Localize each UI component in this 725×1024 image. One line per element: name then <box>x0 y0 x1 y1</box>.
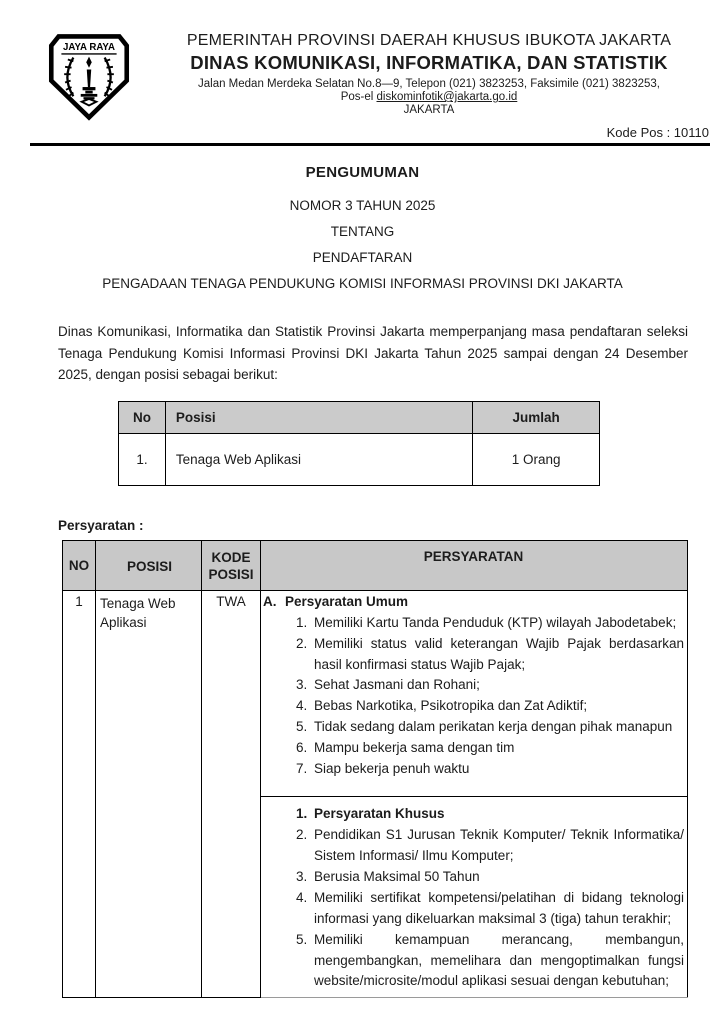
postal-code: Kode Pos : 10110 <box>606 125 709 140</box>
requirements-table <box>62 540 688 999</box>
title-subject-1: PENDAFTARAN <box>312 250 413 265</box>
khusus-item: 4. Memiliki sertifikat kompetensi/pelatihan di bidang teknologi informasi yang dikeluarkan maksimal 3 (tiga) tahun terakhir; <box>311 888 684 930</box>
khusus-item: 3. Berusia Maksimal 50 Tahun <box>311 867 684 888</box>
emblem-motto: JAYA RAYA <box>63 42 115 54</box>
umum-item: 2. Memiliki status valid keterangan Wajib Pajak berdasarkan hasil konfirmasi status Wajib Pajak; <box>311 634 684 676</box>
email-link[interactable]: diskominfotik@jakarta.go.id <box>376 91 518 103</box>
intro-paragraph: Dinas Komunikasi, Informatika dan Statistik Provinsi Jakarta memperpanjang masa pendaftaran seleksi Tenaga Pendukung Komisi Informasi Provinsi DKI Jakarta Tahun 2025 sampai dengan 24 Desember 2025, dengan posisi sebagai berikut: <box>58 324 688 383</box>
cell-posisi: Tenaga Web Aplikasi <box>96 590 202 998</box>
col-header-no: NO <box>63 540 96 590</box>
agency-address: Jalan Medan Merdeka Selatan No.8—9, Telepon (021) 3823253, Faksimile (021) 3823253, <box>198 78 660 90</box>
col-header-posisi: POSISI <box>96 540 202 590</box>
cell-posisi: Tenaga Web Aplikasi <box>165 433 472 485</box>
position-table-header-row <box>119 401 600 433</box>
umum-item: 5. Tidak sedang dalam perikatan kerja dengan pihak manapun <box>311 717 684 738</box>
position-table-row <box>119 433 600 485</box>
cell-jumlah: 1 Orang <box>473 433 600 485</box>
umum-heading-text: Persyaratan Umum <box>285 593 409 609</box>
jakarta-emblem-icon <box>41 30 137 122</box>
cell-persyaratan-umum <box>261 590 688 796</box>
umum-marker: A. <box>263 593 277 609</box>
position-table <box>118 401 600 486</box>
col-header-jumlah: Jumlah <box>473 401 600 433</box>
cell-no: 1 <box>63 590 96 998</box>
requirements-row-umum <box>63 590 688 796</box>
document-number: NOMOR 3 TAHUN 2025 <box>289 198 436 213</box>
government-name: PEMERINTAH PROVINSI DAERAH KHUSUS IBUKOTA JAKARTA <box>186 32 672 49</box>
khusus-item: 5. Memiliki kemampuan merancang, membangun, mengembangkan, memelihara dan mengoptimalkan fungsi website/microsite/modul aplikasi sesuai dengan kebutuhan; <box>311 930 684 993</box>
agency-city: JAKARTA <box>403 104 455 116</box>
jakarta-emblem-logo <box>30 28 148 122</box>
title-about: TENTANG <box>330 224 395 239</box>
umum-list <box>285 613 684 780</box>
khusus-item: 2. Pendidikan S1 Jurusan Teknik Komputer/ Teknik Informatika/ Sistem Informasi/ Ilmu Komputer; <box>311 825 684 867</box>
col-header-posisi: Posisi <box>165 401 472 433</box>
agency-email-line <box>148 91 710 103</box>
cell-kode: TWA <box>202 590 261 998</box>
letterhead-divider <box>30 143 710 146</box>
umum-item: 6. Mampu bekerja sama dengan tim <box>311 738 684 759</box>
col-header-persyaratan: PERSYARATAN <box>261 540 688 590</box>
cell-persyaratan-khusus <box>261 797 688 998</box>
col-header-kode-posisi: KODE POSISI <box>202 540 261 590</box>
umum-item: 7. Siap bekerja penuh waktu <box>311 759 684 780</box>
document-title: PENGUMUMAN <box>305 164 420 181</box>
cell-no: 1. <box>119 433 166 485</box>
khusus-list <box>285 804 684 992</box>
umum-item: 1. Memiliki Kartu Tanda Penduduk (KTP) wilayah Jabodetabek; <box>311 613 684 634</box>
khusus-heading: 1. Persyaratan Khusus <box>311 804 684 825</box>
title-block <box>0 164 725 291</box>
umum-heading <box>263 592 684 613</box>
umum-item: 4. Bebas Narkotika, Psikotropika dan Zat Adiktif; <box>311 696 684 717</box>
requirements-label: Persyaratan : <box>58 517 144 533</box>
umum-item: 3. Sehat Jasmani dan Rohani; <box>311 675 684 696</box>
posel-label: Pos-el <box>340 91 377 103</box>
letterhead-text <box>148 28 710 116</box>
col-header-no: No <box>119 401 166 433</box>
agency-name: DINAS KOMUNIKASI, INFORMATIKA, DAN STATISTIK <box>190 52 668 73</box>
letterhead <box>30 28 710 122</box>
title-subject-2: PENGADAAN TENAGA PENDUKUNG KOMISI INFORMASI PROVINSI DKI JAKARTA <box>102 276 623 291</box>
requirements-header-row <box>63 540 688 590</box>
